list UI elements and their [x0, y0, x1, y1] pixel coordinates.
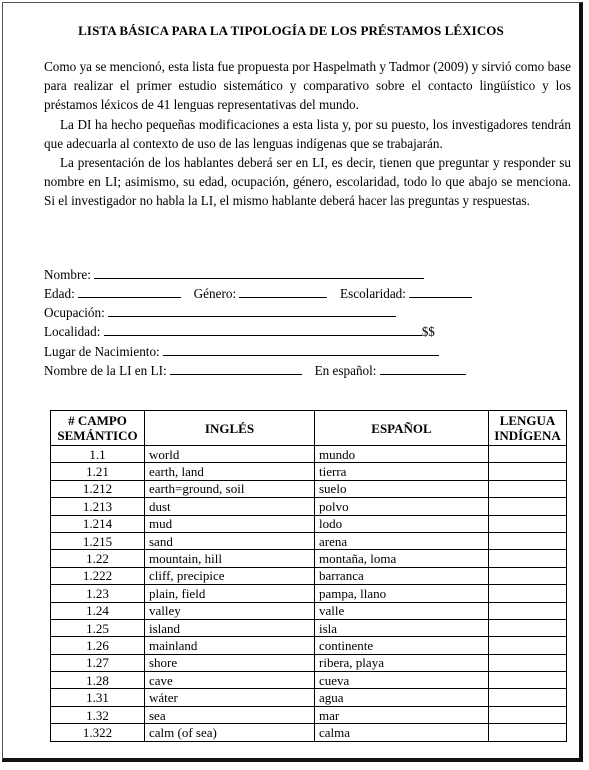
form-row-ocupacion — [44, 304, 396, 322]
localidad-suffix: $$ — [421, 324, 435, 339]
header-lengua-indigena — [489, 411, 567, 446]
lengua-indigena-cell[interactable] — [489, 706, 567, 723]
campo-cell: 1.28 — [51, 672, 145, 689]
lengua-indigena-cell[interactable] — [489, 480, 567, 497]
table-row — [51, 637, 567, 654]
header-ingles: INGLÉS — [145, 411, 315, 446]
table-row — [51, 672, 567, 689]
table-row — [51, 585, 567, 602]
localidad-label: Localidad: — [44, 324, 101, 339]
campo-cell: 1.21 — [51, 463, 145, 480]
campo-cell: 1.22 — [51, 550, 145, 567]
espanol-cell: arena — [315, 532, 489, 549]
espanol-cell: isla — [315, 619, 489, 636]
lengua-indigena-cell[interactable] — [489, 654, 567, 671]
ingles-cell: plain, field — [145, 585, 315, 602]
lengua-indigena-cell[interactable] — [489, 637, 567, 654]
ingles-cell: valley — [145, 602, 315, 619]
ingles-cell: sand — [145, 532, 315, 549]
lengua-indigena-cell[interactable] — [489, 724, 567, 741]
ingles-cell: island — [145, 619, 315, 636]
campo-cell: 1.31 — [51, 689, 145, 706]
lengua-indigena-cell[interactable] — [489, 463, 567, 480]
lengua-indigena-cell[interactable] — [489, 498, 567, 515]
ingles-cell: mainland — [145, 637, 315, 654]
campo-cell: 1.32 — [51, 706, 145, 723]
campo-cell: 1.222 — [51, 567, 145, 584]
table-row — [51, 654, 567, 671]
paragraph: Como ya se mencionó, esta lista fue propuesta por Haspelmath y Tadmor (2009) y sirvió como base para realizar el primer estudio sistemático y comparativo sobre el contacto lingüístico y los préstamos léxicos de 41 lenguas representativas del mundo. — [44, 59, 571, 113]
header-campo-line2: SEMÁNTICO — [57, 428, 138, 443]
lengua-indigena-cell[interactable] — [489, 567, 567, 584]
campo-cell: 1.322 — [51, 724, 145, 741]
campo-cell: 1.212 — [51, 480, 145, 497]
edad-label: Edad: — [44, 286, 75, 301]
lugar-field[interactable] — [163, 343, 439, 356]
lengua-indigena-cell[interactable] — [489, 550, 567, 567]
table-row — [51, 498, 567, 515]
espanol-cell: calma — [315, 724, 489, 741]
paragraph: La DI ha hecho pequeñas modificaciones a esta lista y, por su puesto, los investigadores tendrán que adecuarla al contexto de uso de las lenguas indígenas que se trabajarán. — [44, 116, 571, 151]
ingles-cell: calm (of sea) — [145, 724, 315, 741]
ingles-cell: shore — [145, 654, 315, 671]
header-lengua-line1: LENGUA — [499, 413, 556, 428]
ingles-cell: dust — [145, 498, 315, 515]
ingles-cell: cave — [145, 672, 315, 689]
espanol-cell: valle — [315, 602, 489, 619]
genero-label: Género: — [193, 286, 237, 301]
campo-cell: 1.26 — [51, 637, 145, 654]
espanol-cell: suelo — [315, 480, 489, 497]
nombre-field[interactable] — [94, 266, 424, 279]
header-campo-line1: # CAMPO — [68, 413, 127, 428]
campo-cell: 1.215 — [51, 532, 145, 549]
lengua-indigena-cell[interactable] — [489, 532, 567, 549]
escolaridad-label: Escolaridad: — [340, 286, 406, 301]
espanol-cell: mundo — [315, 446, 489, 463]
header-lengua-line2: INDÍGENA — [494, 428, 561, 443]
en-espanol-label: En español: — [314, 363, 377, 378]
paragraph: La presentación de los hablantes deberá ser en LI, es decir, tienen que preguntar y responder su nombre en LI; asimismo, su edad, ocupación, género, escolaridad, todo lo que abajo se menciona. Si el investigador no habla la LI, el mismo hablante deberá hacer las preguntas y respuestas. — [44, 155, 571, 209]
table-row — [51, 532, 567, 549]
table-row — [51, 567, 567, 584]
lengua-indigena-cell[interactable] — [489, 689, 567, 706]
espanol-cell: pampa, llano — [315, 585, 489, 602]
espanol-cell: ribera, playa — [315, 654, 489, 671]
ingles-cell: cliff, precipice — [145, 567, 315, 584]
espanol-cell: agua — [315, 689, 489, 706]
lengua-indigena-cell[interactable] — [489, 515, 567, 532]
espanol-cell: barranca — [315, 567, 489, 584]
espanol-cell: cueva — [315, 672, 489, 689]
ingles-cell: wáter — [145, 689, 315, 706]
lengua-indigena-cell[interactable] — [489, 619, 567, 636]
ingles-cell: mud — [145, 515, 315, 532]
intro-text — [44, 57, 571, 211]
lengua-indigena-cell[interactable] — [489, 446, 567, 463]
ingles-cell: mountain, hill — [145, 550, 315, 567]
genero-field[interactable] — [239, 285, 327, 298]
campo-cell: 1.1 — [51, 446, 145, 463]
nombre-li-field[interactable] — [170, 362, 302, 375]
form-row-edad — [44, 285, 472, 303]
nombre-li-label: Nombre de la LI en LI: — [44, 363, 167, 378]
table-row — [51, 515, 567, 532]
campo-cell: 1.25 — [51, 619, 145, 636]
table-row — [51, 689, 567, 706]
header-campo-semantico — [51, 411, 145, 446]
table-row — [51, 602, 567, 619]
ocupacion-field[interactable] — [108, 304, 396, 317]
table-row — [51, 724, 567, 741]
espanol-cell: tierra — [315, 463, 489, 480]
ingles-cell: earth, land — [145, 463, 315, 480]
table-row — [51, 619, 567, 636]
table-row — [51, 706, 567, 723]
campo-cell: 1.213 — [51, 498, 145, 515]
ocupacion-label: Ocupación: — [44, 305, 105, 320]
lengua-indigena-cell[interactable] — [489, 672, 567, 689]
en-espanol-field[interactable] — [380, 362, 466, 375]
localidad-field[interactable] — [104, 323, 422, 336]
table-row — [51, 550, 567, 567]
ingles-cell: sea — [145, 706, 315, 723]
ingles-cell: world — [145, 446, 315, 463]
edad-field[interactable] — [78, 285, 181, 298]
header-espanol: ESPAÑOL — [315, 411, 489, 446]
form-row-lugar — [44, 343, 439, 361]
campo-cell: 1.23 — [51, 585, 145, 602]
form-row-nombre-li — [44, 362, 466, 380]
form-row-localidad — [44, 323, 435, 341]
table-header-row — [51, 411, 567, 446]
lugar-label: Lugar de Nacimiento: — [44, 344, 160, 359]
document-page — [2, 2, 583, 762]
campo-cell: 1.24 — [51, 602, 145, 619]
table-body — [51, 446, 567, 742]
nombre-label: Nombre: — [44, 267, 91, 282]
espanol-cell: continente — [315, 637, 489, 654]
campo-cell: 1.27 — [51, 654, 145, 671]
table-row — [51, 446, 567, 463]
escolaridad-field[interactable] — [409, 285, 472, 298]
table-row — [51, 463, 567, 480]
form-row-nombre — [44, 266, 424, 284]
espanol-cell: mar — [315, 706, 489, 723]
espanol-cell: lodo — [315, 515, 489, 532]
table-row — [51, 480, 567, 497]
campo-cell: 1.214 — [51, 515, 145, 532]
espanol-cell: polvo — [315, 498, 489, 515]
espanol-cell: montaña, loma — [315, 550, 489, 567]
lengua-indigena-cell[interactable] — [489, 602, 567, 619]
ingles-cell: earth=ground, soil — [145, 480, 315, 497]
vocabulary-table — [50, 410, 567, 742]
document-title: LISTA BÁSICA PARA LA TIPOLOGÍA DE LOS PRÉSTAMOS LÉXICOS — [78, 23, 504, 38]
lengua-indigena-cell[interactable] — [489, 585, 567, 602]
